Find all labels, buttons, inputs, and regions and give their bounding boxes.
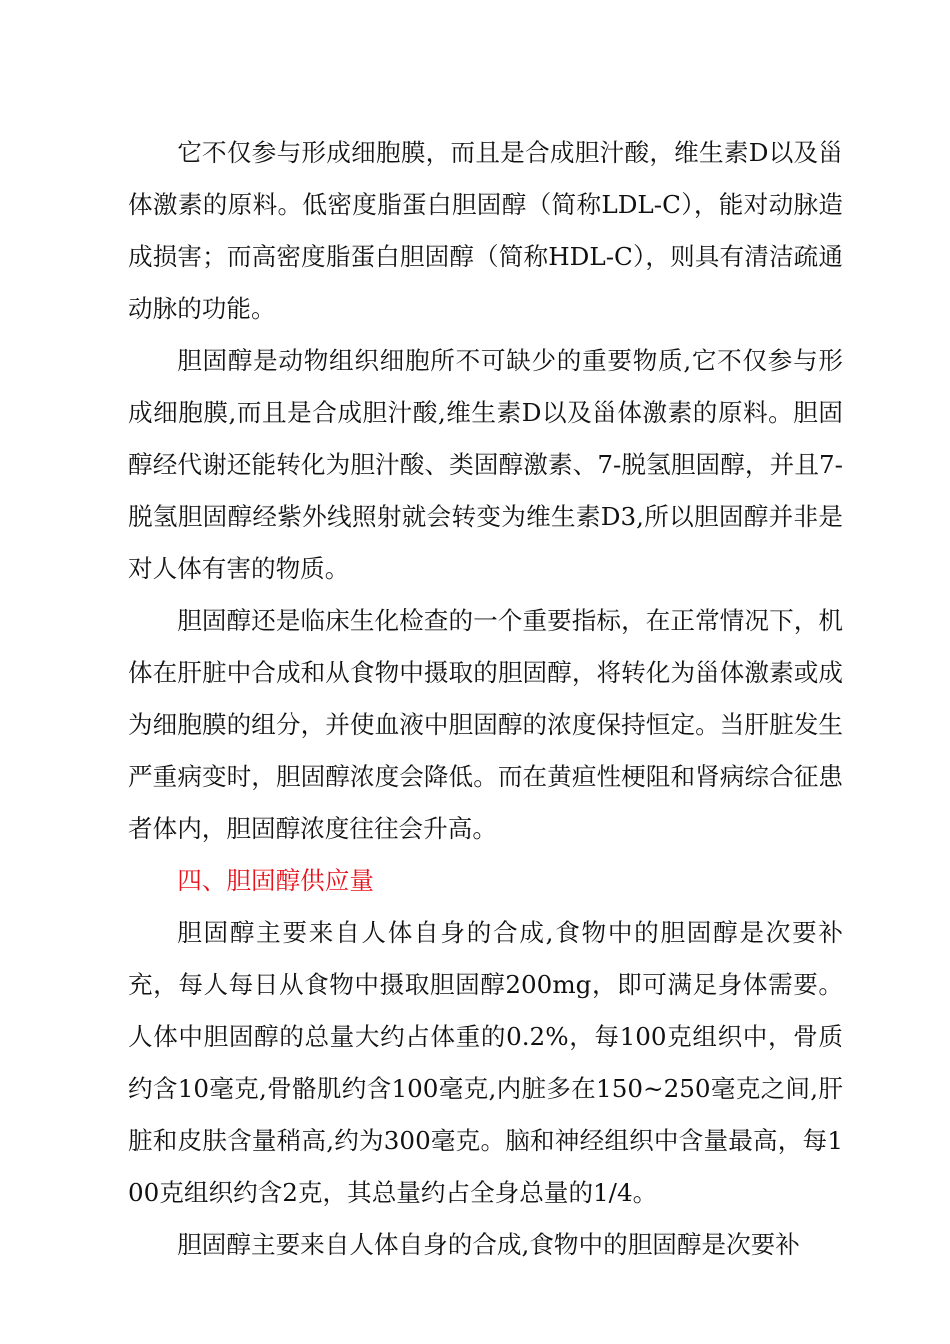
paragraph-supply-continued: 胆固醇主要来自人体自身的合成,食物中的胆固醇是次要补 xyxy=(177,1230,800,1259)
paragraph-supply-amount: 胆固醇主要来自人体自身的合成,食物中的胆固醇是次要补充，每人每日从食物中摄取胆固醇200mg，即可满足身体需要。人体中胆固醇的总量大约占体重的0.2%，每100克组织中，骨质约含10毫克,骨骼肌约含100毫克,内脏多在150~250毫克之间,肝脏和皮肤含量稍高,约为300毫克。脑和神经组织中含量最高，每100克组织约含2克，其总量约占全身总量的1/4。 xyxy=(128,918,843,1207)
paragraph-cholesterol-importance: 胆固醇是动物组织细胞所不可缺少的重要物质,它不仅参与形成细胞膜,而且是合成胆汁酸,维生素D以及甾体激素的原料。胆固醇经代谢还能转化为胆汁酸、类固醇激素、7-脱氢胆固醇，并且7-脱氢胆固醇经紫外线照射就会转变为维生素D3,所以胆固醇并非是对人体有害的物质。 xyxy=(128,346,843,583)
document-page xyxy=(128,127,843,1271)
section-heading-supply: 四、胆固醇供应量 xyxy=(177,866,374,895)
paragraph-ldl-hdl: 它不仅参与形成细胞膜，而且是合成胆汁酸，维生素D以及甾体激素的原料。低密度脂蛋白胆固醇（简称LDL-C），能对动脉造成损害；而高密度脂蛋白胆固醇（简称HDL-C），则具有清洁疏通动脉的功能。 xyxy=(128,138,843,323)
paragraph-clinical-indicator: 胆固醇还是临床生化检查的一个重要指标，在正常情况下，机体在肝脏中合成和从食物中摄取的胆固醇，将转化为甾体激素或成为细胞膜的组分，并使血液中胆固醇的浓度保持恒定。当肝脏发生严重病变时，胆固醇浓度会降低。而在黄疸性梗阻和肾病综合征患者体内，胆固醇浓度往往会升高。 xyxy=(128,606,843,843)
